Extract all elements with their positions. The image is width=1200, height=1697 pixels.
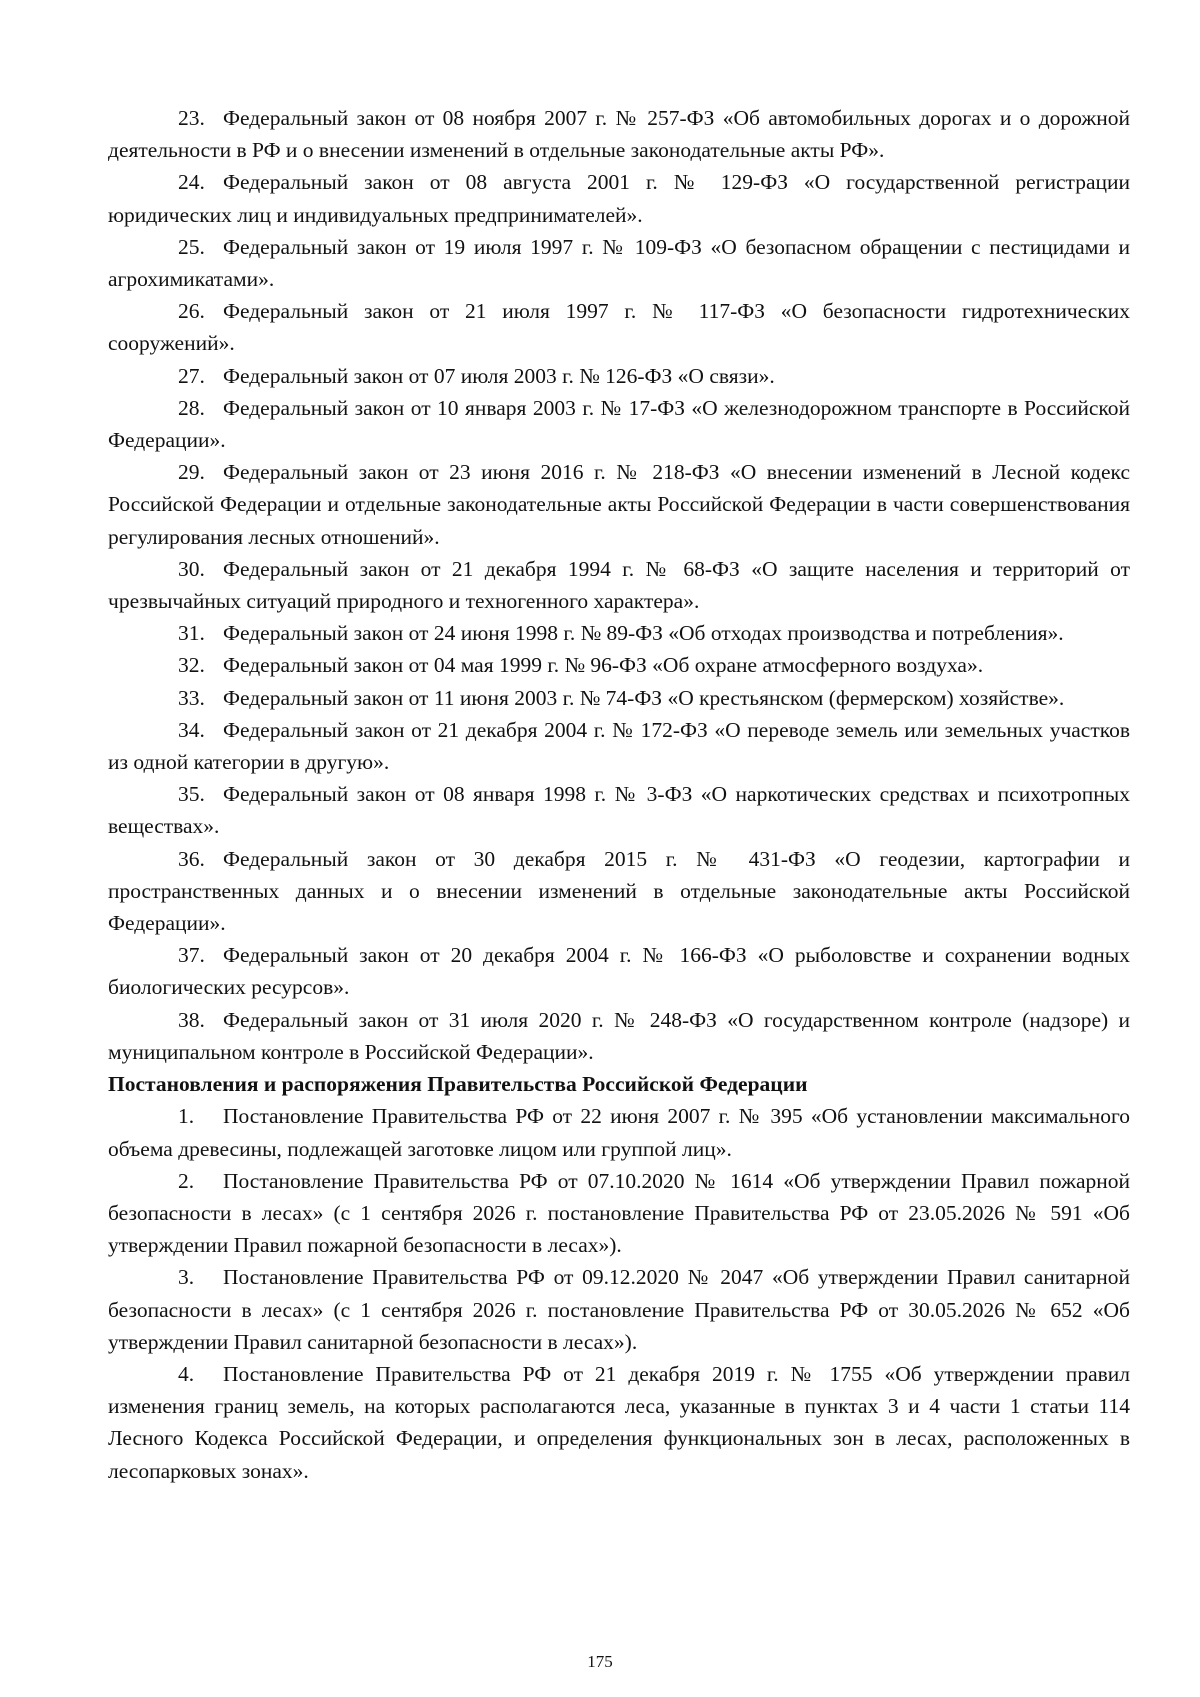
item-number: 34. xyxy=(178,717,205,742)
list-item xyxy=(108,617,1130,649)
item-number: 35. xyxy=(178,782,205,807)
item-text: Федеральный закон от 24 июня 1998 г. № 89-ФЗ «Об отходах производства и потребления». xyxy=(223,621,1064,646)
item-text: Федеральный закон от 08 ноября 2007 г. № 257-ФЗ «Об автомобильных дорогах и о дорожной деятельности в РФ и о внесении изменений в отдельные законодательные акты РФ». xyxy=(108,106,1130,163)
document-page xyxy=(108,102,1130,1487)
item-text: Федеральный закон от 10 января 2003 г. № 17-ФЗ «О железнодорожном транспорте в Российской Федерации». xyxy=(108,395,1130,453)
item-text: Федеральный закон от 07 июля 2003 г. № 126-ФЗ «О связи». xyxy=(223,363,775,388)
item-text: Федеральный закон от 23 июня 2016 г. № 218-ФЗ «О внесении изменений в Лесной кодекс Российской Федерации и отдельные законодательные акты Российской Федерации в части совершенствования регулирования лесных отношений». xyxy=(108,460,1130,549)
item-number: 31. xyxy=(178,621,205,646)
item-number: 38. xyxy=(178,1007,205,1032)
list-item xyxy=(108,1358,1130,1487)
list-item xyxy=(108,102,1130,166)
item-text: Федеральный закон от 08 августа 2001 г. № 129-ФЗ «О государственной регистрации юридических лиц и индивидуальных предпринимателей». xyxy=(108,170,1130,227)
item-number: 27. xyxy=(178,363,205,388)
item-text: Федеральный закон от 31 июля 2020 г. № 248-ФЗ «О государственном контроле (надзоре) и муниципальном контроле в Российской Федерации». xyxy=(108,1007,1130,1064)
item-text: Федеральный закон от 21 декабря 2004 г. № 172-ФЗ «О переводе земель или земельных участков из одной категории в другую». xyxy=(108,717,1130,775)
list-item xyxy=(108,1165,1130,1262)
item-number: 23. xyxy=(178,106,205,130)
item-text: Постановление Правительства РФ от 07.10.2020 № 1614 «Об утверждении Правил пожарной безопасности в лесах» (с 1 сентября 2026 г. постановление Правительства РФ от 23.05.2026 № 591 «Об утверждении Правил пожарной безопасности в лесах»). xyxy=(108,1168,1130,1258)
section-heading: Постановления и распоряжения Правительства Российской Федерации xyxy=(108,1072,808,1097)
list-item xyxy=(108,1261,1130,1358)
item-text: Постановление Правительства РФ от 09.12.2020 № 2047 «Об утверждении Правил санитарной безопасности в лесах» (с 1 сентября 2026 г. постановление Правительства РФ от 30.05.2026 № 652 «Об утверждении Правил санитарной безопасности в лесах»). xyxy=(108,1265,1130,1354)
item-text: Федеральный закон от 08 января 1998 г. № 3-ФЗ «О наркотических средствах и психотропных веществах». xyxy=(108,782,1130,839)
item-text: Федеральный закон от 20 декабря 2004 г. № 166-ФЗ «О рыболовстве и сохранении водных биологических ресурсов». xyxy=(108,943,1130,1000)
list-item xyxy=(108,553,1130,617)
item-number: 24. xyxy=(178,170,205,195)
item-text: Федеральный закон от 19 июля 1997 г. № 109-ФЗ «О безопасном обращении с пестицидами и агрохимикатами». xyxy=(108,234,1130,292)
list-item xyxy=(108,778,1130,842)
item-number: 26. xyxy=(178,299,205,324)
item-text: Постановление Правительства РФ от 21 декабря 2019 г. № 1755 «Об утверждении правил изменения границ земель, на которых располагаются леса, указанные в пунктах 3 и 4 части 1 статьи 114 Лесного Кодекса Российской Федерации, и определения функциональных зон в лесах, расположенных в лесопарковых зонах». xyxy=(108,1361,1130,1483)
list-item xyxy=(108,166,1130,230)
list-item xyxy=(108,1100,1130,1164)
item-number: 29. xyxy=(178,460,205,485)
list-item xyxy=(108,843,1130,940)
resolutions-list xyxy=(108,1100,1130,1486)
laws-list xyxy=(108,102,1130,1068)
page-number: 175 xyxy=(587,1652,613,1671)
item-number: 28. xyxy=(178,395,205,420)
list-item xyxy=(108,1004,1130,1068)
item-number: 32. xyxy=(178,653,205,678)
item-number: 36. xyxy=(178,846,205,871)
list-item xyxy=(108,456,1130,553)
item-number: 4. xyxy=(178,1361,195,1386)
item-number: 37. xyxy=(178,943,205,968)
item-text: Федеральный закон от 30 декабря 2015 г. № 431-ФЗ «О геодезии, картографии и пространственных данных и о внесении изменений в отдельные законодательные акты Российской Федерации». xyxy=(108,846,1130,936)
list-item xyxy=(108,649,1130,681)
list-item xyxy=(108,682,1130,714)
list-item xyxy=(108,392,1130,456)
item-number: 25. xyxy=(178,234,205,259)
item-text: Федеральный закон от 11 июня 2003 г. № 74-ФЗ «О крестьянском (фермерском) хозяйстве». xyxy=(223,685,1065,710)
item-number: 30. xyxy=(178,556,205,581)
list-item xyxy=(108,714,1130,778)
item-text: Федеральный закон от 21 декабря 1994 г. № 68-ФЗ «О защите населения и территорий от чрезвычайных ситуаций природного и техногенного характера». xyxy=(108,556,1130,614)
item-number: 3. xyxy=(178,1265,195,1290)
item-number: 33. xyxy=(178,685,205,710)
item-text: Федеральный закон от 21 июля 1997 г. № 117-ФЗ «О безопасности гидротехнических сооружений». xyxy=(108,299,1130,356)
list-item xyxy=(108,231,1130,295)
list-item xyxy=(108,360,1130,392)
item-number: 2. xyxy=(178,1168,195,1193)
item-text: Федеральный закон от 04 мая 1999 г. № 96-ФЗ «Об охране атмосферного воздуха». xyxy=(223,653,984,678)
list-item xyxy=(108,939,1130,1003)
item-number: 1. xyxy=(178,1104,195,1129)
item-text: Постановление Правительства РФ от 22 июня 2007 г. № 395 «Об установлении максимального объема древесины, подлежащей заготовке лицом или группой лиц». xyxy=(108,1104,1130,1161)
list-item xyxy=(108,295,1130,359)
